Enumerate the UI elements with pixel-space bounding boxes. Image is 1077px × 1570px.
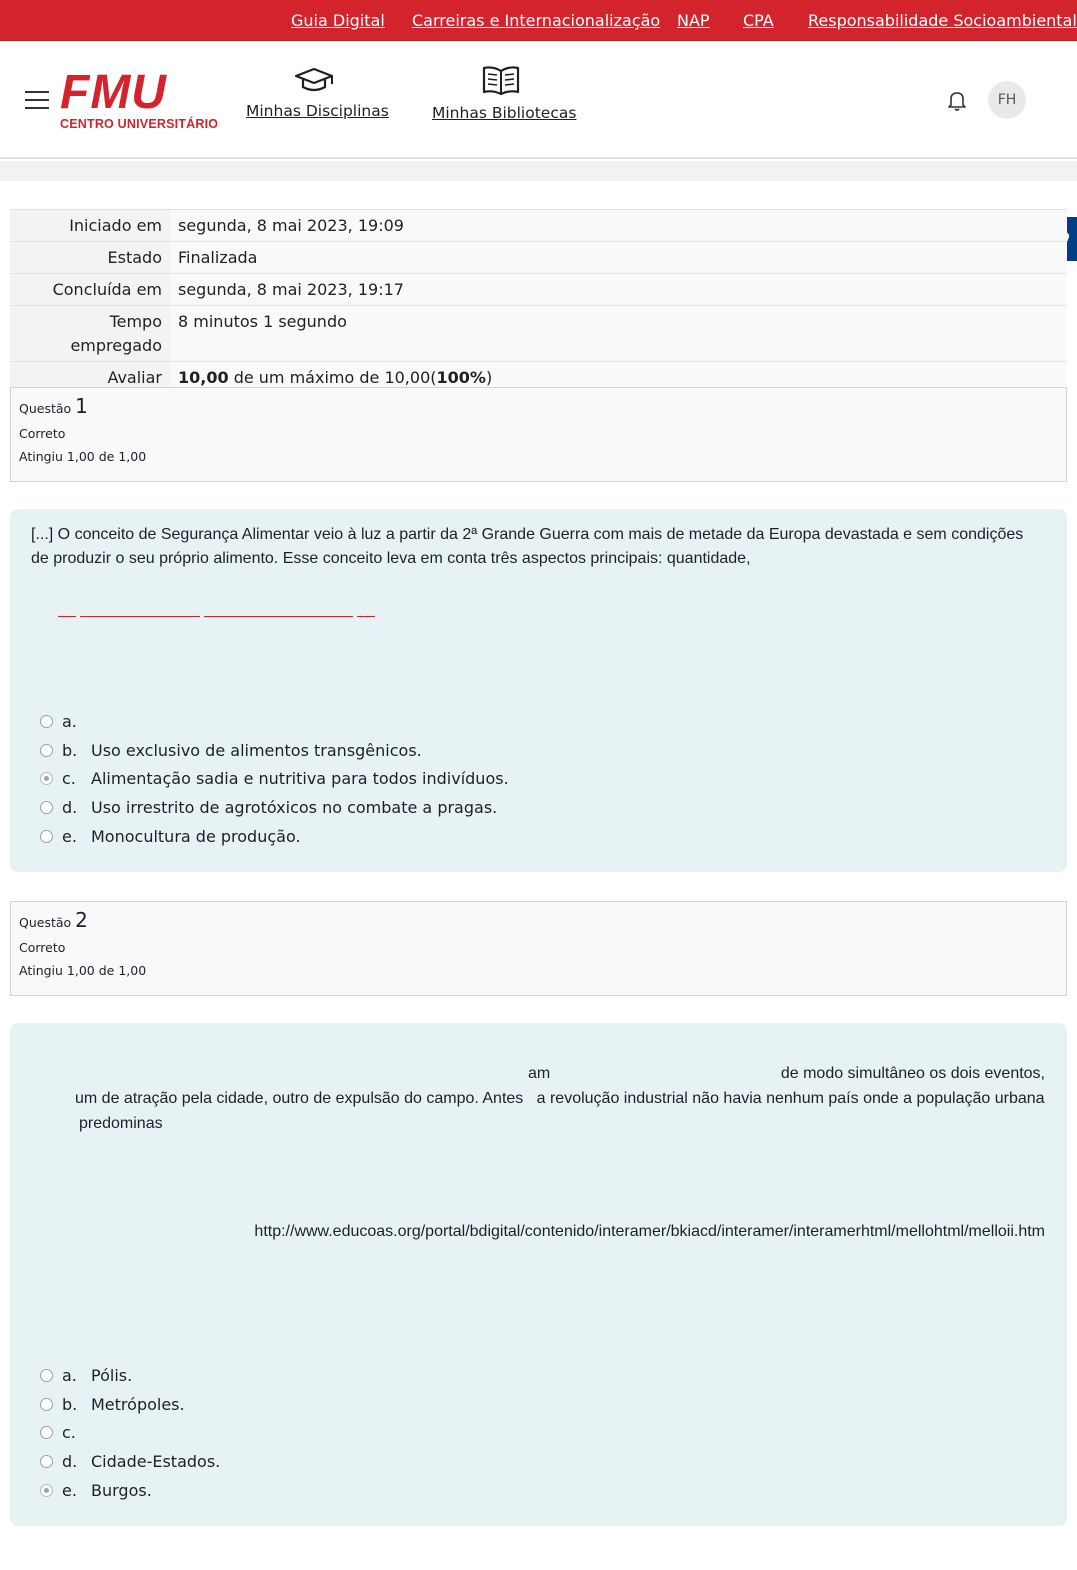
summary-row-time [10, 306, 1067, 362]
link-cpa[interactable]: CPA [743, 11, 774, 30]
answer-option-selected[interactable] [40, 765, 509, 794]
option-text: Cidade-Estados. [91, 1452, 221, 1472]
logo-main-text: FMU [60, 66, 167, 119]
blank-underline [80, 616, 200, 617]
option-text: Metrópoles. [91, 1394, 185, 1414]
radio-button[interactable] [40, 830, 53, 843]
question-1-content [10, 509, 1067, 872]
state-label: Estado [10, 242, 170, 273]
question-2-text-fragment: am [528, 1065, 551, 1082]
nav-disciplinas-label: Minhas Disciplinas [246, 102, 389, 120]
attempt-summary-table [10, 209, 1067, 393]
question-1-number [19, 394, 1058, 418]
answer-option[interactable] [40, 736, 509, 765]
question-2-text-line2: um de atração pela cidade, outro de expulsão do campo. Antes a revolução industrial não havia nenhum país onde a população urbana [75, 1090, 1045, 1107]
option-text: Uso exclusivo de alimentos transgênicos. [91, 740, 422, 760]
question-2-answers [40, 1361, 220, 1505]
fmu-logo[interactable] [60, 66, 219, 131]
answer-option[interactable] [40, 1447, 220, 1476]
radio-button-checked[interactable] [40, 772, 53, 785]
question-2-state: Correto [19, 940, 66, 955]
time-label [10, 306, 170, 361]
option-letter: d. [62, 798, 78, 818]
nav-minhas-disciplinas[interactable] [246, 65, 389, 120]
source-url[interactable]: http://www.educoas.org/portal/bdigital/contenido/interamer/bkiacd/interamer/interamerhtml/mellohtml/melloii.htm [254, 1223, 1045, 1240]
blank-underline [204, 616, 353, 617]
answer-option[interactable] [40, 707, 509, 736]
radio-button[interactable] [40, 801, 53, 814]
link-nap[interactable]: NAP [677, 11, 710, 30]
question-label: Questão [19, 401, 72, 416]
summary-row-completed [10, 274, 1067, 306]
completed-label: Concluída em [10, 274, 170, 305]
completed-value: segunda, 8 mai 2023, 19:17 [178, 280, 404, 299]
question-2-number [19, 908, 1058, 932]
question-number: 2 [75, 908, 88, 932]
question-1-info [10, 387, 1067, 482]
option-letter: d. [62, 1452, 78, 1472]
time-label-line1: Tempo [109, 312, 162, 331]
book-icon [481, 65, 521, 97]
graduation-cap-icon [293, 65, 335, 95]
radio-button[interactable] [40, 1369, 53, 1382]
answer-option[interactable] [40, 822, 509, 851]
started-value: segunda, 8 mai 2023, 19:09 [178, 216, 404, 235]
summary-row-state [10, 242, 1067, 274]
option-text: Burgos. [91, 1481, 152, 1501]
logo-sub-text: CENTRO UNIVERSITÁRIO [60, 117, 219, 131]
question-2-text-line1: de modo simultâneo os dois eventos, [780, 1065, 1045, 1082]
radio-button[interactable] [40, 1426, 53, 1439]
link-guia-digital[interactable]: Guia Digital [291, 11, 385, 30]
option-letter: e. [62, 827, 77, 847]
option-letter: a. [62, 711, 77, 731]
option-text: Monocultura de produção. [91, 827, 301, 847]
state-value: Finalizada [178, 248, 258, 267]
time-label-line2: empregado [70, 336, 162, 355]
nav-bibliotecas-label: Minhas Bibliotecas [432, 104, 577, 122]
answer-option[interactable] [40, 1390, 220, 1419]
grade-end: ) [485, 368, 493, 387]
radio-button[interactable] [40, 715, 53, 728]
question-2-info [10, 901, 1067, 996]
question-1-grade: Atingiu 1,00 de 1,00 [19, 449, 147, 464]
question-1-state: Correto [19, 426, 66, 441]
radio-button[interactable] [40, 744, 53, 757]
question-2-grade: Atingiu 1,00 de 1,00 [19, 963, 147, 978]
time-value: 8 minutos 1 segundo [178, 312, 347, 331]
top-links-bar [0, 0, 1077, 41]
link-responsabilidade[interactable]: Responsabilidade Socioambiental [808, 11, 1077, 30]
question-1-text: [...] O conceito de Segurança Alimentar veio à luz a partir da 2ª Grande Guerra com mais de metade da Europa devastada e sem condições de produzir o seu próprio alimento. Esse conceito leva em conta três aspectos principais: quantidade, [31, 526, 1024, 567]
option-letter: b. [62, 740, 78, 760]
page-header-strip [0, 161, 1077, 181]
started-label: Iniciado em [10, 210, 170, 241]
option-text: Alimentação sadia e nutritiva para todos indivíduos. [91, 769, 509, 789]
question-1-answers [40, 707, 509, 851]
user-avatar[interactable]: FH [988, 81, 1026, 119]
bell-icon[interactable] [947, 90, 967, 112]
site-header [0, 41, 1077, 159]
radio-button[interactable] [40, 1455, 53, 1468]
grade-percent: 100% [436, 368, 486, 387]
link-carreiras[interactable]: Carreiras e Internacionalização [412, 11, 661, 30]
radio-button[interactable] [40, 1398, 53, 1411]
option-text: Pólis. [91, 1365, 133, 1385]
answer-option[interactable] [40, 1419, 220, 1448]
question-number: 1 [75, 394, 88, 418]
option-letter: a. [62, 1365, 77, 1385]
option-letter: c. [62, 769, 76, 789]
question-label: Questão [19, 915, 72, 930]
answer-option[interactable] [40, 793, 509, 822]
option-text: Uso irrestrito de agrotóxicos no combate a pragas. [91, 798, 498, 818]
question-2-text-line3: predominas [79, 1115, 163, 1132]
summary-row-started [10, 210, 1067, 242]
option-letter: e. [62, 1481, 77, 1501]
blank-underline [357, 616, 375, 617]
grade-label: Avaliar [10, 362, 170, 393]
answer-option-selected[interactable] [40, 1476, 220, 1505]
grade-score: 10,00 [178, 368, 229, 387]
radio-button-checked[interactable] [40, 1484, 53, 1497]
nav-minhas-bibliotecas[interactable] [432, 65, 577, 122]
question-2-content [10, 1023, 1067, 1526]
menu-icon[interactable] [25, 91, 49, 109]
blank-underline [58, 616, 76, 617]
answer-option[interactable] [40, 1361, 220, 1390]
option-letter: b. [62, 1394, 78, 1414]
grade-middle: de um máximo de 10,00( [228, 368, 437, 387]
option-letter: c. [62, 1423, 76, 1443]
